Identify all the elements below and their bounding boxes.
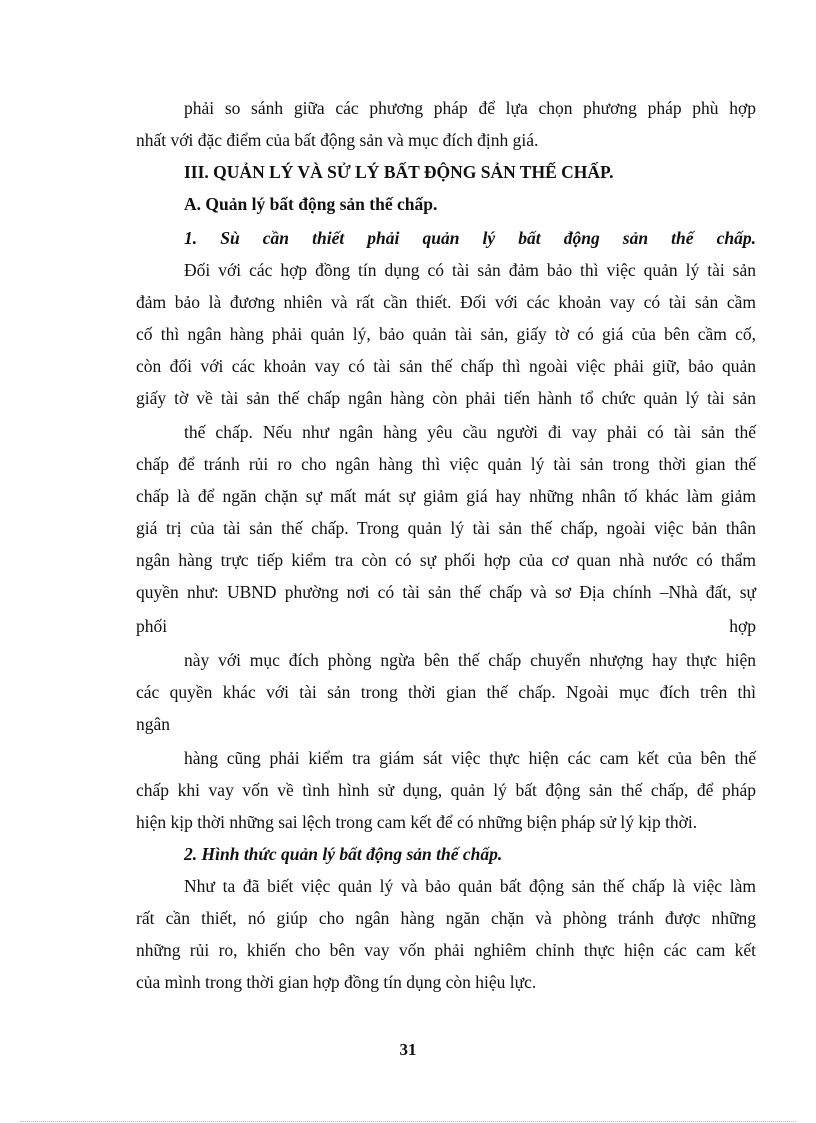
- text-line: đảm bảo là đương nhiên và rất cần thiết. Đối với các khoản vay có tài sản cầm: [136, 292, 756, 312]
- text-line: hàng cũng phải kiểm tra giám sát việc thực hiện các cam kết của bên thế: [184, 748, 756, 768]
- text-line: các quyền khác với tài sản trong thời gian thế chấp. Ngoài mục đích trên thì: [136, 682, 756, 702]
- page-bottom-divider: [20, 1121, 796, 1122]
- text-line: nhất với đặc điểm của bất động sản và mục đích định giá.: [136, 130, 539, 150]
- subsection-heading: A. Quản lý bất động sản thế chấp.: [184, 194, 438, 214]
- numbered-heading: 1. Sù cần thiết phải quản lý bất động sản thế chấp.: [184, 228, 756, 248]
- text-line: thế chấp. Nếu như ngân hàng yêu cầu người đi vay phải có tài sản thế: [184, 422, 756, 442]
- text-line: quyền như: UBND phường nơi có tài sản thế chấp và sơ Địa chính –Nhà đất, sự: [136, 582, 756, 602]
- text-line: cố thì ngân hàng phải quản lý, bảo quản tài sản, giấy tờ có giá của bên cầm cố,: [136, 324, 756, 344]
- text-line: chấp là để ngăn chặn sự mất mát sự giảm giá hay những nhân tố khác làm giảm: [136, 486, 756, 506]
- text-line: giấy tờ về tài sản thế chấp ngân hàng còn phải tiến hành tổ chức quản lý tài sản: [136, 388, 756, 408]
- text-line: giá trị của tài sản thế chấp. Trong quản lý tài sản thế chấp, ngoài việc bản thân: [136, 518, 756, 538]
- text-line: Như ta đã biết việc quản lý và bảo quản bất động sản thế chấp là việc làm: [184, 876, 756, 896]
- text-line: rất cần thiết, nó giúp cho ngân hàng ngăn chặn và phòng tránh được những: [136, 908, 756, 928]
- text-line: hiện kịp thời những sai lệch trong cam kết để có những biện pháp sử lý kịp thời.: [136, 812, 698, 832]
- text-line: còn đối với các khoản vay có tài sản thế chấp thì ngoài việc phải giữ, bảo quản: [136, 356, 756, 376]
- section-heading: III. QUẢN LÝ VÀ SỬ LÝ BẤT ĐỘNG SẢN THẾ CHẤP.: [184, 162, 614, 182]
- page-number: 31: [399, 1040, 417, 1059]
- text-line: những rủi ro, khiến cho bên vay vốn phải nghiêm chỉnh thực hiện các cam kết: [136, 940, 756, 960]
- text-line: này với mục đích phòng ngừa bên thế chấp chuyển nhượng hay thực hiện: [184, 650, 756, 670]
- text-line: phối hợp: [136, 616, 756, 636]
- text-line: của mình trong thời gian hợp đồng tín dụng còn hiệu lực.: [136, 972, 537, 992]
- numbered-heading: 2. Hình thức quản lý bất động sản thế chấp.: [184, 844, 503, 864]
- text-line: Đối với các hợp đồng tín dụng có tài sản đảm bảo thì việc quản lý tài sản: [184, 260, 756, 280]
- text-line: chấp khi vay vốn về tình hình sử dụng, quản lý bất động sản thế chấp, để pháp: [136, 780, 756, 800]
- text-line: chấp để tránh rủi ro cho ngân hàng thì việc quản lý tài sản trong thời gian thế: [136, 454, 756, 474]
- text-line: phải so sánh giữa các phương pháp để lựa chọn phương pháp phù hợp: [184, 98, 756, 118]
- text-line: ngân hàng trực tiếp kiểm tra còn có sự phối hợp của cơ quan nhà nước có thẩm: [136, 550, 756, 570]
- text-line: ngân: [136, 714, 171, 734]
